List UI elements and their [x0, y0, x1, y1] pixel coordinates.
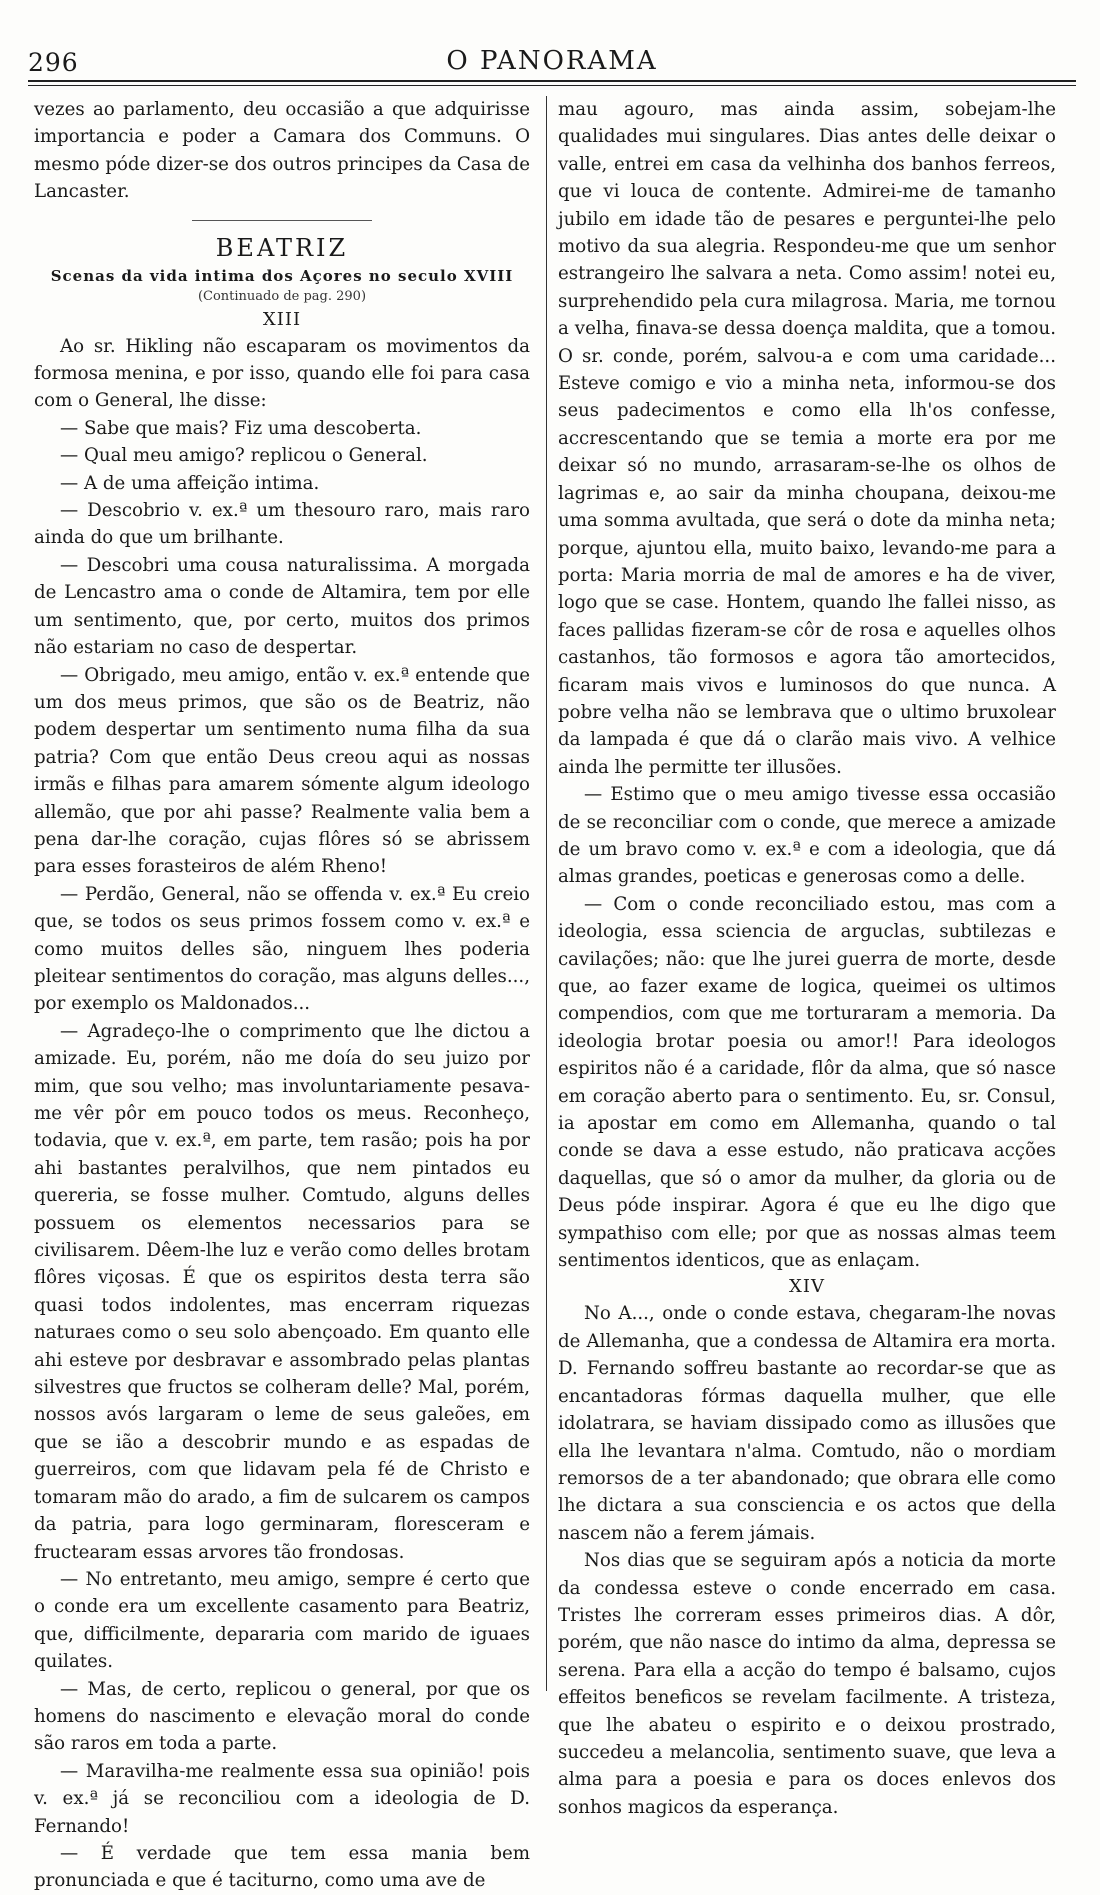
- paragraph: — Perdão, General, não se offenda v. ex.ª Eu creio que, se todos os seus primos fossem como v. ex.ª e como muitos delles são, ninguem lhes poderia pleitear sentimentos do coração, mas alguns delles..., por exemplo os Maldonados...: [34, 883, 530, 1015]
- header-rule-thin: [28, 85, 1076, 86]
- paragraph: — Com o conde reconciliado estou, mas com a ideologia, essa sciencia de arguclas, subtilezas e cavilações; não: que lhe jurei guerra de morte, desde que, ao fazer exame de logica, queimei os ultimos compendios, com que me torturaram a memoria. Da ideologia brotar poesia ou amor!! Para ideologos espiritos não é a caridade, flôr da alma, que só nasce em coração aberto para o sentimento. Eu, sr. Consul, ia apostar em como em Allemanha, quando o tal conde se dava a esse estudo, não praticava acções daquellas, que só o amor da mulher, da gloria ou de Deus póde inspirar. Agora é que eu lhe digo que sympathiso com elle; por que as nossas almas teem sentimentos identicos, que as enlaçam.: [558, 893, 1056, 1272]
- paragraph: Ao sr. Hikling não escaparam os movimentos da formosa menina, e por isso, quando elle foi para casa com o General, lhe disse:: [34, 335, 530, 412]
- page-number: 296: [28, 48, 79, 77]
- masthead: O PANORAMA: [446, 46, 658, 76]
- header-rule: [28, 80, 1076, 82]
- paragraph: — Mas, de certo, replicou o general, por que os homens do nascimento e elevação moral do conde são raros em toda a parte.: [34, 1678, 530, 1755]
- paragraph: — No entretanto, meu amigo, sempre é certo que o conde era um excellente casamento para Beatriz, que, difficilmente, depararia com marido de iguaes quilates.: [34, 1568, 530, 1673]
- left-column: [34, 96, 530, 1895]
- story-subtitle: Scenas da vida intima dos Açores no seculo XVIII: [50, 266, 514, 285]
- paragraph: — Qual meu amigo? replicou o General.: [60, 445, 428, 467]
- paragraph: — Descobrio v. ex.ª um thesouro raro, mais raro ainda do que um brilhante.: [34, 500, 530, 549]
- paragraph: mau agouro, mas ainda assim, sobejam-lhe qualidades mui singulares. Dias antes delle deixar o valle, entrei em casa da velhinha dos banhos ferreos, que vi louca de contente. Admirei-me de tamanho jubilo em idade tão de pesares e perguntei-lhe pelo motivo da sua alegria. Respondeu-me que um senhor estrangeiro lhe salvara a neta. Como assim! notei eu, surprehendido pela cura milagrosa. Maria, me tornou a velha, finava-se dessa doença maldita, que a tomou. O sr. conde, porém, salvou-a e com uma caridade... Esteve comigo e vio a minha neta, informou-se dos seus padecimentos e como ella lh'os confesse, accrescentando que se temia a morte era por me deixar só no mundo, arrasaram-se-lhe os olhos de lagrimas e, ao sair da minha choupana, deixou-me uma somma avultada, que será o dote da minha neta; porque, ajuntou ella, muito baixo, levando-me para a porta: Maria morria de mal de amores e ha de viver, logo que se case. Hontem, quando lhe fallei nisso, as faces pallidas fizeram-se côr de rosa e aquelles olhos castanhos, tão formosos e agora tão amortecidos, ficaram mais vivos e luminosos do que nunca. A pobre velha não se lembrava que o ultimo bruxolear da lampada é que dá o clarão mais vivo. A velhice ainda lhe permitte ter illusões.: [558, 99, 1056, 778]
- paragraph: — A de uma affeição intima.: [60, 472, 320, 494]
- story-title: BEATRIZ: [215, 233, 349, 262]
- paragraph: Nos dias que se seguiram após a noticia da morte da condessa esteve o conde encerrado em casa. Tristes lhe correram esses primeiros dias. A dôr, porém, que não nasce do intimo da alma, depressa se serena. Para ella a acção do tempo é balsamo, cujos effeitos beneficos se revelam facilmente. A tristeza, que lhe abateu o espirito e o deixou prostrado, succedeu a melancolia, sentimento suave, que leva a alma para a poesia e para os doces enlevos dos sonhos magicos da esperança.: [558, 1550, 1056, 1818]
- column-divider: [546, 96, 547, 1691]
- paragraph: — Agradeço-lhe o comprimento que lhe dictou a amizade. Eu, porém, não me doía do seu juizo por mim, que sou velho; mas involuntariamente pesava-me vêr pôr em pouco todos os meus. Reconheço, todavia, que v. ex.ª, em parte, tem rasão; pois ha por ahi bastantes peralvilhos, que nem pintados eu quereria, se fosse mulher. Comtudo, alguns delles possuem os elementos necessarios para se civilisarem. Dêem-lhe luz e verão como delles brotam flôres viçosas. É que os espiritos desta terra são quasi todos indolentes, mas encerram riquezas naturaes como o seu solo abençoado. Em quanto elle ahi esteve por desbravar e assombrado pelas plantas silvestres que fructos se colheram delle? Mal, porém, nossos avós largaram o leme de seus galeões, em que se ião a descobrir mundo e as espadas de guerreiros, com que lidavam pela fé de Christo e tomaram mão do arado, a fim de sulcarem os campos da patria, para logo germinaram, floresceram e fructearam essas arvores tão frondosas.: [34, 1020, 530, 1563]
- right-column: [558, 96, 1056, 1821]
- paragraph: — Estimo que o meu amigo tivesse essa occasião de se reconciliar com o conde, que merece a amizade de um bravo como v. ex.ª e com a ideologia, que dá almas grandes, poeticas e generosas como a delle.: [558, 784, 1056, 888]
- intro-paragraph: vezes ao parlamento, deu occasião a que adquirisse importancia e poder a Camara dos Communs. O mesmo póde dizer-se dos outros principes da Casa de Lancaster.: [34, 99, 530, 203]
- section-divider: [192, 220, 372, 221]
- paragraph: No A..., onde o conde estava, chegaram-lhe novas de Allemanha, que a condessa de Altamira era morta. D. Fernando soffreu bastante ao recordar-se que as encantadoras fórmas daquella mulher, que elle idolatrara, se haviam dissipado como as illusões que ella lhe levantara n'alma. Comtudo, não o mordiam remorsos de a ter abandonado; que obrara elle como lhe dictara a sua consciencia e os actos que della nascem não a ferem jámais.: [558, 1303, 1056, 1544]
- paragraph: — Descobri uma cousa naturalissima. A morgada de Lencastro ama o conde de Altamira, tem por elle um sentimento, que, por certo, muitos dos primos não estariam no caso de despertar.: [34, 554, 530, 659]
- page-header: [28, 42, 1076, 78]
- chapter-heading: XIII: [262, 308, 302, 330]
- paragraph: — Obrigado, meu amigo, então v. ex.ª entende que um dos meus primos, que são os de Beatriz, não podem despertar um sentimento numa filha da sua patria? Com que então Deus creou aqui as nossas irmãs e filhas para amarem sómente algum ideologo allemão, que por ahi passe? Realmente valia bem a pena dar-lhe coração, cujas flôres só se abrissem para esses forasteiros de além Rheno!: [34, 664, 530, 878]
- continued-note: (Continuado de pag. 290): [197, 288, 367, 304]
- paragraph: — Sabe que mais? Fiz uma descoberta.: [60, 417, 422, 439]
- paragraph: — Maravilha-me realmente essa sua opinião! pois v. ex.ª já se reconciliou com a ideologia de D. Fernando!: [34, 1760, 530, 1837]
- chapter-heading: XIV: [789, 1276, 825, 1298]
- paragraph: — É verdade que tem essa mania bem pronunciada e que é taciturno, como uma ave de: [34, 1842, 530, 1892]
